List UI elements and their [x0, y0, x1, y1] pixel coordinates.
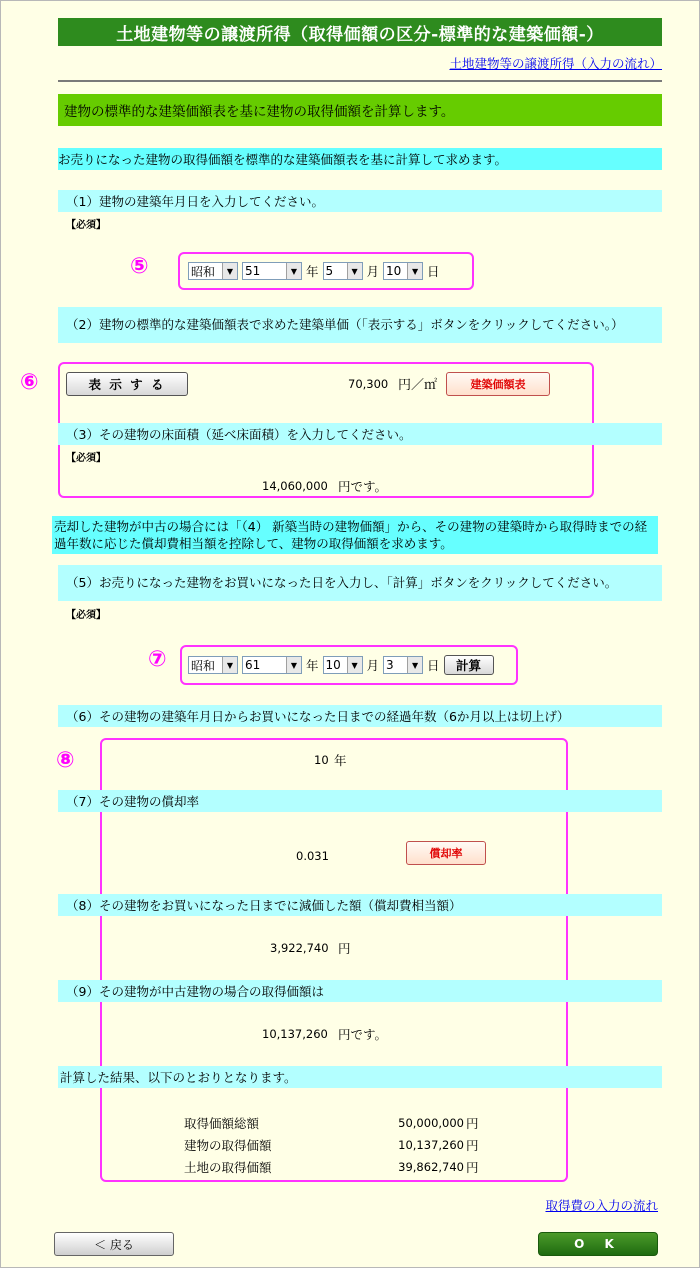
intro-banner: 建物の標準的な建築価額表を基に建物の取得価額を計算します。: [58, 94, 662, 126]
q9-value: 10,137,260: [262, 1027, 328, 1041]
q5-day-select[interactable]: 3 ▼: [383, 656, 423, 674]
result-row-name: 取得価額総額: [184, 1116, 260, 1131]
q9-label: （9）その建物が中古建物の場合の取得価額は: [58, 980, 662, 1002]
q8-unit: 円: [338, 941, 351, 956]
result-row: [184, 1112, 484, 1134]
marker-6: ⑥: [20, 370, 39, 395]
year-unit: 年: [306, 658, 319, 673]
chevron-down-icon: ▼: [222, 657, 237, 673]
result-row-unit: 円: [466, 1116, 479, 1131]
q8-value: 3,922,740: [270, 941, 329, 955]
q1-era-select[interactable]: 昭和 ▼: [188, 262, 238, 280]
q5-year-select[interactable]: 61 ▼: [242, 656, 302, 674]
marker-7: ⑦: [148, 647, 167, 672]
page-title: 土地建物等の譲渡所得（取得価額の区分-標準的な建築価額-）: [58, 18, 662, 46]
result-row-unit: 円: [466, 1160, 479, 1175]
q2-label: （2）建物の標準的な建築価額表で求めた建築単価（「表示する」ボタンをクリックしてください。）: [58, 307, 662, 343]
required-label: 【必須】: [66, 220, 106, 231]
chevron-down-icon: ▼: [222, 263, 237, 279]
q7-label: （7）その建物の償却率: [58, 790, 662, 812]
required-label: 【必須】: [66, 453, 106, 464]
q1-day-select[interactable]: 10 ▼: [383, 262, 423, 280]
chevron-down-icon: ▼: [407, 263, 422, 279]
result-row-unit: 円: [466, 1138, 479, 1153]
elapsed-years-unit: 年: [334, 753, 347, 768]
calculate-button[interactable]: 計算: [444, 655, 494, 675]
q5-label: （5）お売りになった建物をお買いになった日を入力し、「計算」ボタンをクリックしてください。: [58, 565, 662, 601]
result-table: [184, 1112, 484, 1178]
chevron-down-icon: ▼: [347, 263, 362, 279]
q5-month-select[interactable]: 10 ▼: [323, 656, 363, 674]
result-row: [184, 1134, 484, 1156]
ok-button[interactable]: O K: [538, 1232, 658, 1256]
result-row-name: 土地の取得価額: [184, 1160, 272, 1175]
build-date-highlight: [178, 252, 474, 290]
q1-month-select[interactable]: 5 ▼: [323, 262, 363, 280]
chevron-down-icon: ▼: [286, 657, 301, 673]
result-row-value: 50,000,000: [398, 1116, 464, 1130]
day-unit: 日: [427, 658, 440, 673]
q3-unit: 円です。: [338, 479, 388, 494]
unit-price-unit: 円／㎡: [398, 378, 438, 393]
month-unit: 月: [366, 658, 380, 673]
q8-label: （8）その建物をお買いになった日までに減価した額（償却費相当額）: [58, 894, 662, 916]
show-button[interactable]: 表 示 す る: [66, 372, 188, 396]
result-row-value: 39,862,740: [398, 1160, 464, 1174]
day-unit: 日: [427, 264, 440, 279]
q3-label: （3）その建物の床面積（延べ床面積）を入力してください。: [58, 423, 662, 445]
q3-value: 14,060,000: [262, 479, 328, 493]
description: お売りになった建物の取得価額を標準的な建築価額表を基に計算して求めます。: [58, 148, 662, 170]
chevron-down-icon: ▼: [347, 657, 362, 673]
result-row-value: 10,137,260: [398, 1138, 464, 1152]
divider: [58, 80, 662, 82]
q9-unit: 円です。: [338, 1027, 388, 1042]
depreciation-rate-value: 0.031: [296, 849, 329, 863]
elapsed-years-value: 10: [314, 753, 329, 767]
year-unit: 年: [306, 264, 319, 279]
chevron-down-icon: ▼: [407, 657, 422, 673]
used-building-notice: 売却した建物が中古の場合には「（4） 新築当時の建物価額」から、その建物の建築時から取得時までの経過年数に応じた償却費相当額を控除して、建物の取得価額を求めます。: [52, 516, 658, 554]
q5-era-select[interactable]: 昭和 ▼: [188, 656, 238, 674]
month-unit: 月: [366, 264, 380, 279]
unit-price-value: 70,300: [348, 377, 389, 391]
q6-label: （6）その建物の建築年月日からお買いになった日までの経過年数（6か月以上は切上げ）: [58, 705, 662, 727]
required-label: 【必須】: [66, 610, 106, 621]
marker-8: ⑧: [56, 748, 75, 773]
construction-price-table-button[interactable]: 建築価額表: [446, 372, 550, 396]
result-row: [184, 1156, 484, 1178]
back-button[interactable]: ＜ 戻る: [54, 1232, 174, 1256]
chevron-down-icon: ▼: [286, 263, 301, 279]
q1-year-select[interactable]: 51 ▼: [242, 262, 302, 280]
q1-label: （1）建物の建築年月日を入力してください。: [58, 190, 662, 212]
flow-link[interactable]: 土地建物等の譲渡所得（入力の流れ）: [449, 56, 662, 71]
acquisition-cost-flow-link[interactable]: 取得費の入力の流れ: [545, 1198, 658, 1213]
marker-5: ⑤: [130, 254, 149, 279]
result-row-name: 建物の取得価額: [184, 1138, 272, 1153]
purchase-date-highlight: [180, 645, 518, 685]
result-label: 計算した結果、以下のとおりとなります。: [58, 1066, 662, 1088]
depreciation-rate-button[interactable]: 償却率: [406, 841, 486, 865]
